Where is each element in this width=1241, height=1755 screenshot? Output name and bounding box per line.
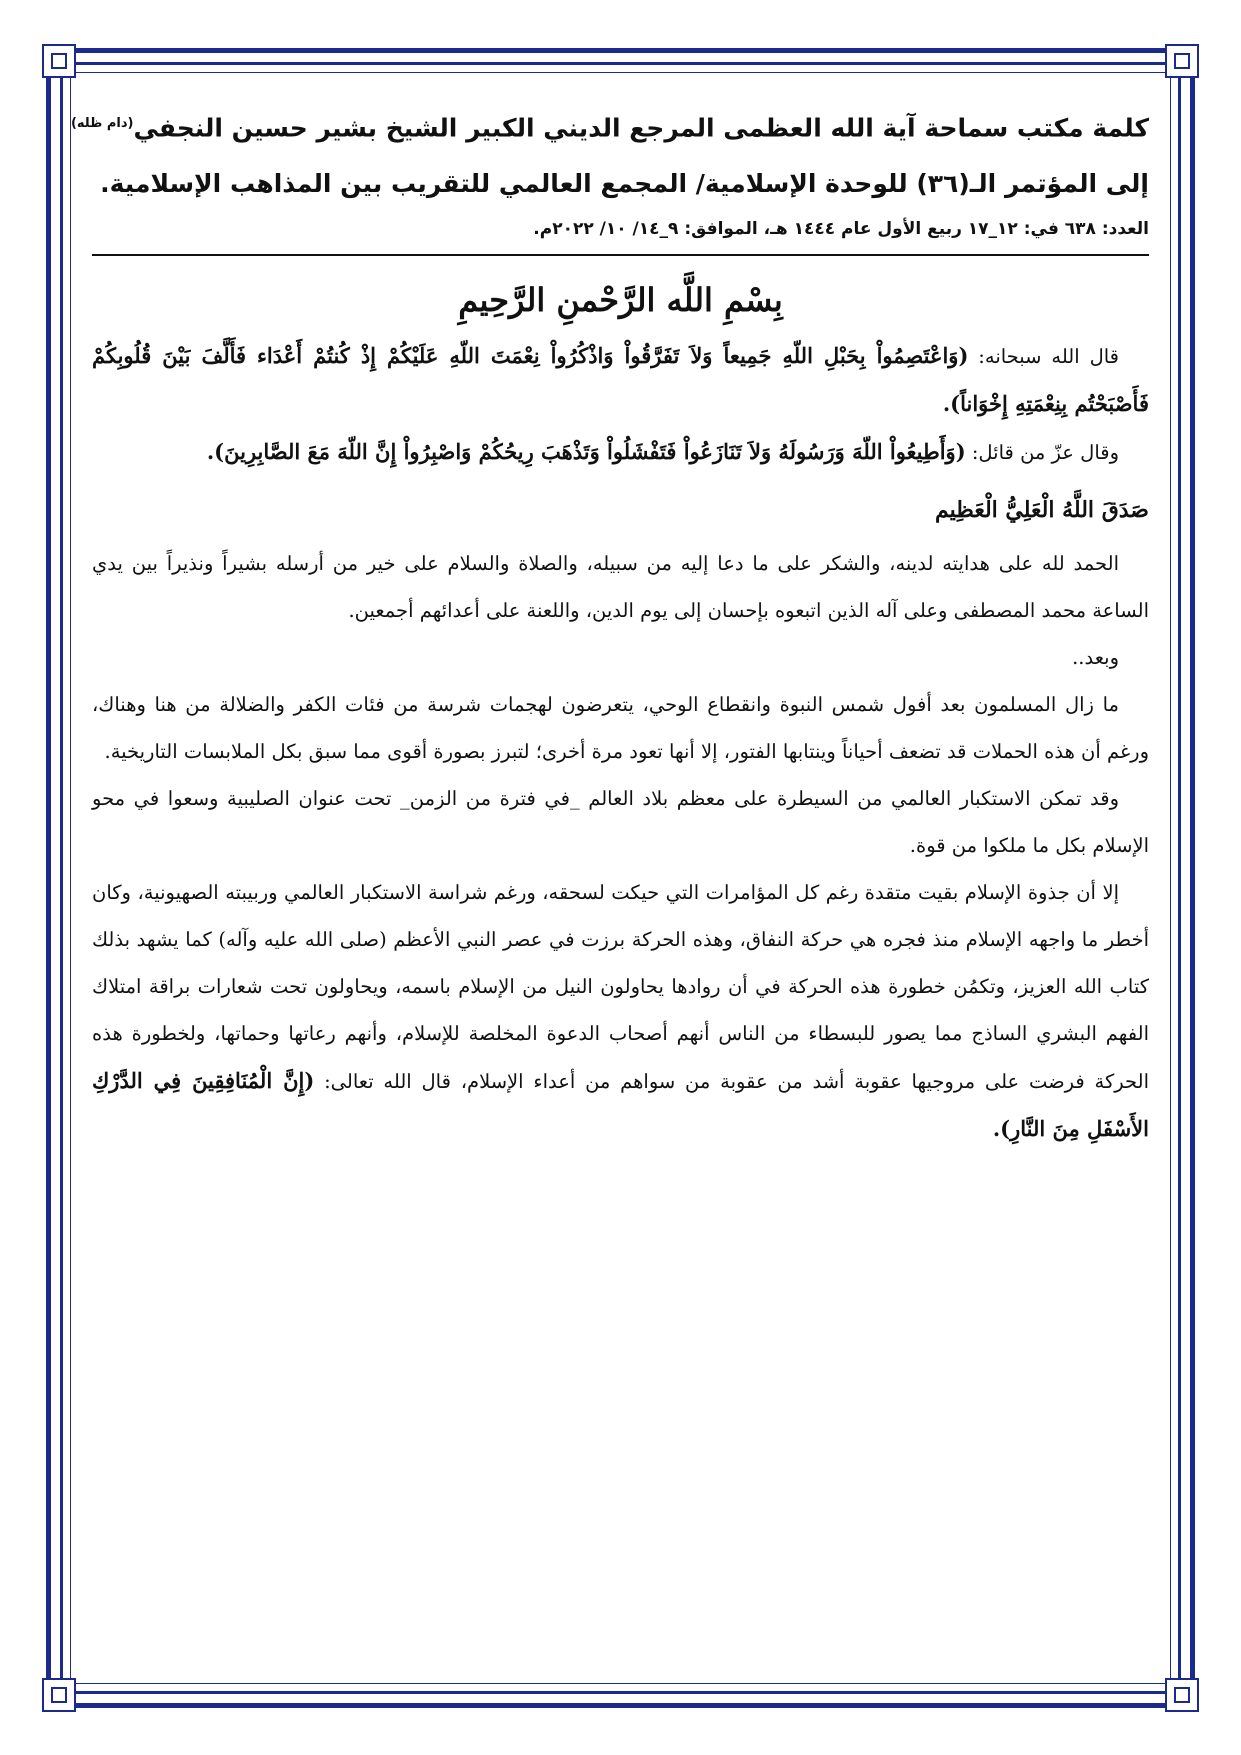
sadaq-heading: صَدَقَ اللَّهُ الْعَلِيُّ الْعَظِيم: [935, 497, 1149, 524]
corner-ornament-top-left: [42, 44, 76, 78]
body-paragraph-2: وبعد..: [1072, 646, 1119, 670]
body-paragraph-4: وقد تمكن الاستكبار العالمي من السيطرة على معظم بلاد العالم _في فترة من الزمن_ تحت عنوان الصليبية وسعوا في محو الإسلام بكل ما ملكوا من قوة.: [92, 787, 1149, 858]
header-title-line-1: [70, 96, 1149, 156]
verse-paragraph-1: [92, 332, 1149, 428]
body-paragraph-3: ما زال المسلمون بعد أفول شمس النبوة وانقطاع الوحي، يتعرضون لهجمات شرسة من فئات الكفر والضلالة من هنا وهناك، ورغم أن هذه الحملات قد تضعف أحياناً وينتابها الفتور، إلا أنها تعود مرة أخرى؛ لتبرز بصورة أقوى مما سبق بكل الملابسات التاريخية.: [92, 693, 1149, 764]
body-paragraph-5-quote: (إِنَّ الْمُنَافِقِينَ فِي الدَّرْكِ الأَسْفَلِ مِنَ النَّارِ).: [92, 1068, 1149, 1142]
corner-ornament-bottom-right: [1165, 1678, 1199, 1712]
verse-1-text: (وَاعْتَصِمُواْ بِحَبْلِ اللّهِ جَمِيعاً وَلاَ تَفَرَّقُواْ وَاذْكُرُواْ نِعْمَتَ اللّهِ عَلَيْكُمْ إِذْ كُنتُمْ أَعْدَاء فَأَلَّفَ بَيْنَ قُلُوبِكُمْ فَأَصْبَحْتُم بِنِعْمَتِهِ إِخْوَاناً).: [92, 343, 1149, 417]
header-divider: [92, 254, 1149, 256]
corner-ornament-bottom-left: [42, 1678, 76, 1712]
verse-2-intro: وقال عزّ من قائل:: [965, 441, 1119, 465]
header-title-superscript: (دام ظله): [70, 116, 134, 131]
basmala: بِسْمِ اللَّه الرَّحْمنِ الرَّحِيمِ: [458, 281, 783, 320]
verse-2-text: (وَأَطِيعُواْ اللّهَ وَرَسُولَهُ وَلاَ تَنَازَعُواْ فَتَفْشَلُواْ وَتَذْهَبَ رِيحُكُمْ وَاصْبِرُواْ إِنَّ اللّهَ مَعَ الصَّابِرِينَ).: [206, 439, 966, 465]
header-title-line-1-text: كلمة مكتب سماحة آية الله العظمى المرجع الديني الكبير الشيخ بشير حسين النجفي: [133, 113, 1149, 143]
verse-paragraph-2: [92, 428, 1149, 476]
body-paragraph-1: الحمد لله على هدايته لدينه، والشكر على ما دعا إليه من سبيله، والصلاة والسلام على خير من أرسله بشيراً ونذيراً بين يدي الساعة محمد المصطفى وعلى آله الذين اتبعوه بإحسان إلى يوم الدين، واللعنة على أعدائهم أجمعين.: [92, 552, 1149, 623]
header-title-line-2: إلى المؤتمر الـ(٣٦) للوحدة الإسلامية/ المجمع العالمي للتقريب بين المذاهب الإسلامية.: [100, 169, 1149, 199]
document-page: [70, 96, 1149, 1676]
body-paragraph-5: [92, 869, 1149, 1153]
header-reference: العدد: ٦٣٨ في: ١٢_١٧ ربيع الأول عام ١٤٤٤ هـ، الموافق: ٩_١٤/ ١٠/ ٢٠٢٢م.: [533, 219, 1149, 240]
body-paragraph-5-text: إلا أن جذوة الإسلام بقيت متقدة رغم كل المؤامرات التي حيكت لسحقه، ورغم شراسة الاستكبار العالمي وربيبته الصهيونية، وكان أخطر ما واجهه الإسلام منذ فجره هي حركة النفاق، وهذه الحركة برزت في عصر النبي الأعظم (صلى الله عليه وآله) كما يشهد بذلك كتاب الله العزيز، وتكمُن خطورة هذه الحركة في أن روادها يحاولون النيل من الإسلام باسمه، ويحاولون تحت شعارات براقة امتلاك الفهم البشري الساذج مما يصور للبسطاء من الناس أنهم أصحاب الدعوة المخلصة للإسلام، وأنهم رعاتها وحماتها، ولخطورة هذه الحركة فرضت على مروجيها عقوبة أشد من عقوبة من سواهم من أعداء الإسلام، قال الله تعالى:: [92, 881, 1149, 1094]
verse-1-intro: قال الله سبحانه:: [968, 345, 1119, 369]
document-header: [70, 96, 1149, 256]
corner-ornament-top-right: [1165, 44, 1199, 78]
